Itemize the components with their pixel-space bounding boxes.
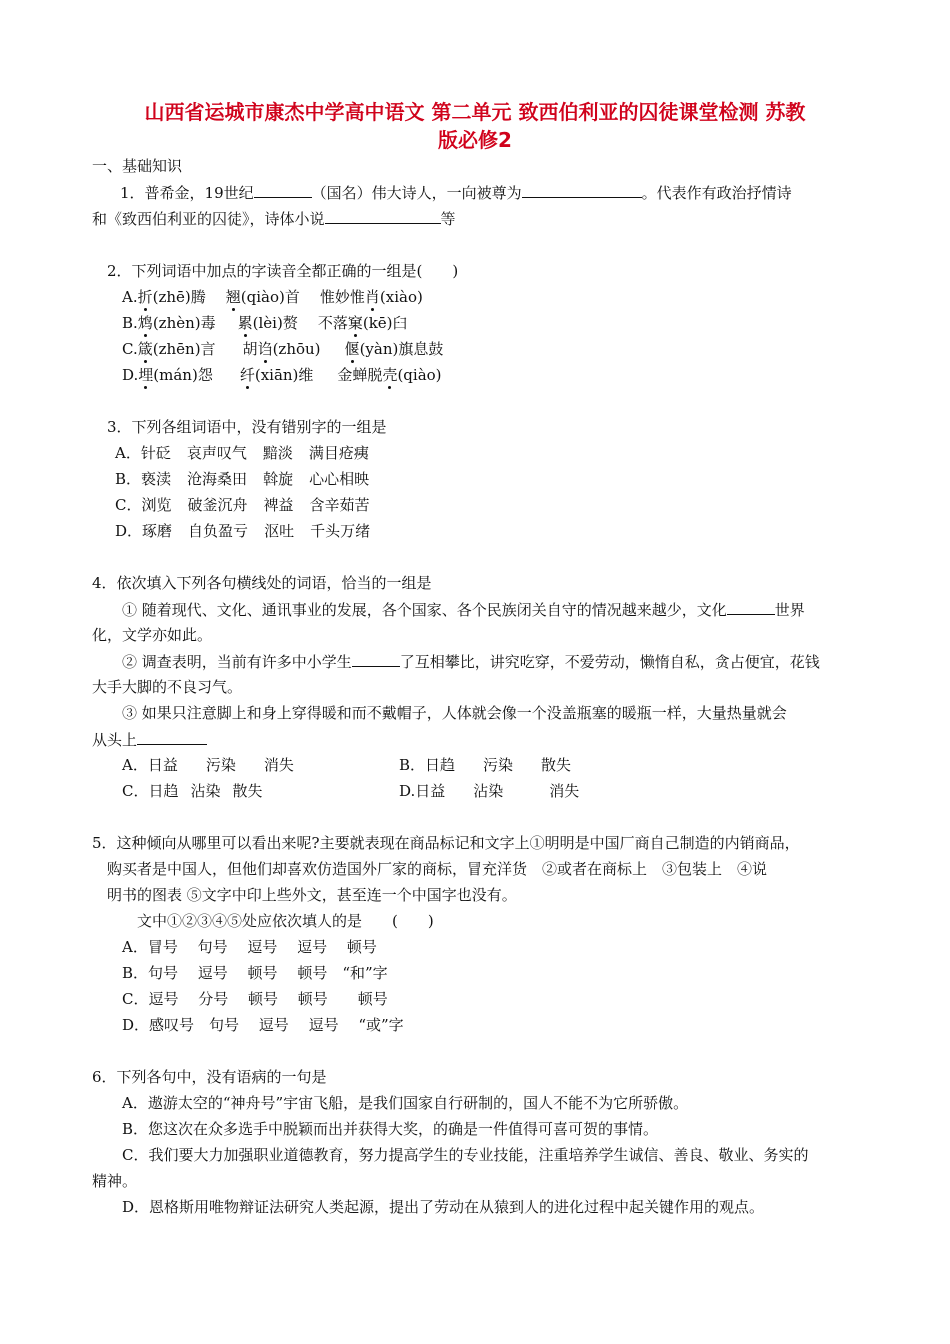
q5-option-c: C．逗号 分号 顿号 顿号 顿号 [122, 990, 388, 1008]
q3-option-b: B．亵渎 沧海桑田 斡旋 心心相映 [115, 470, 370, 488]
q6-option-c: C．我们要大力加强职业道德教育，努力提高学生的专业技能，注重培养学生诚信、善良、敬业、务实的 [122, 1146, 809, 1164]
q5-option-d: D．感叹号 句号 逗号 逗号 “或”字 [122, 1016, 404, 1034]
section-heading: 一、基础知识 [92, 157, 183, 175]
q4-stem: 4．依次填入下列各句横线处的词语，恰当的一组是 [92, 574, 432, 592]
q6-option-d: D．恩格斯用唯物辩证法研究人类起源，提出了劳动在从猿到人的进化过程中起关键作用的观点。 [122, 1198, 765, 1216]
answer-blank [727, 599, 775, 615]
answer-blank [137, 729, 207, 745]
title-line-1: 山西省运城市康杰中学高中语文 第二单元 致西伯利亚的囚徒课堂检测 苏教 [144, 100, 806, 124]
q5-line-2: 购买者是中国人，但他们却喜欢仿造国外厂家的商标，冒充洋货 ②或者在商标上 ③包装上 ④说 [107, 860, 768, 878]
q3-option-c: C．浏览 破釜沉舟 裨益 含辛茹苦 [115, 496, 370, 514]
q3-option-a: A．针砭 哀声叹气 黯淡 满目疮痍 [115, 444, 369, 462]
q4-sentence-3: ③ 如果只注意脚上和身上穿得暖和而不戴帽子，人体就会像一个没盖瓶塞的暖瓶一样，大量热量就会 [122, 704, 787, 722]
answer-blank [522, 182, 642, 198]
q4-option-a: A．日益 污染 消失 [122, 756, 294, 774]
q2-stem: 2．下列词语中加点的字读音全都正确的一组是( ) [107, 262, 459, 280]
q4-sentence-1-cont: 化，文学亦如此。 [92, 626, 213, 644]
document-title [60, 98, 890, 154]
q4-option-d: D.日益 沾染 消失 [399, 782, 580, 800]
q3-stem: 3．下列各组词语中，没有错别字的一组是 [107, 418, 387, 436]
q3-option-d: D．琢磨 自负盈亏 沤吐 千头万绪 [115, 522, 371, 540]
q4-sentence-1: ① 随着现代、文化、通讯事业的发展，各个国家、各个民族闭关自守的情况越来越少，文化 世界 [122, 601, 805, 619]
q2-option-d: D.埋(mán)怨 纤(xiān)维 金蝉脱壳(qiào) [122, 366, 442, 384]
answer-blank [352, 651, 400, 667]
q6-option-b: B．您这次在众多选手中脱颖而出并获得大奖，的确是一件值得可喜可贺的事情。 [122, 1120, 659, 1138]
q5-line-4: 文中①②③④⑤处应依次填人的是 ( ) [137, 912, 434, 930]
q6-option-a: A．遨游太空的“神舟号”宇宙飞船，是我们国家自行研制的，国人不能不为它所骄傲。 [122, 1094, 689, 1112]
q6-option-c-cont: 精神。 [92, 1172, 138, 1190]
q1-line-2: 和《致西伯利亚的囚徒》，诗体小说 等 [92, 210, 456, 228]
q2-option-c: C.箴(zhēn)言 胡诌(zhōu) 偃(yàn)旗息鼓 [122, 340, 444, 358]
q5-line-1: 5．这种倾向从哪里可以看出来呢?主要就表现在商品标记和文字上①明明是中国厂商自己制造的内销商品， [92, 834, 800, 852]
q1-line-1: 1．普希金，19世纪 （国名）伟大诗人，一向被尊为 。代表作有政治抒情诗 [120, 184, 792, 202]
q5-option-a: A．冒号 句号 逗号 逗号 顿号 [122, 938, 377, 956]
title-line-2: 版必修2 [438, 128, 512, 152]
q6-stem: 6．下列各句中，没有语病的一句是 [92, 1068, 327, 1086]
q4-sentence-2-cont: 大手大脚的不良习气。 [92, 678, 243, 696]
q4-sentence-3-cont: 从头上 [92, 729, 207, 750]
q2-option-a: A.折(zhē)腾 翘(qiào)首 惟妙惟肖(xiào) [122, 288, 423, 306]
q5-option-b: B．句号 逗号 顿号 顿号 “和”字 [122, 964, 388, 982]
q4-option-c: C．日趋 沾染 散失 [122, 782, 263, 800]
q2-option-b: B.鸩(zhèn)毒 累(lèi)赘 不落窠(kē)臼 [122, 314, 408, 332]
answer-blank [254, 182, 312, 198]
q4-sentence-2: ② 调查表明，当前有许多中小学生 了互相攀比，讲究吃穿，不爱劳动，懒惰自私，贪占便宜，花钱 [122, 653, 820, 671]
answer-blank [325, 208, 441, 224]
q5-line-3: 明书的图表 ⑤文字中印上些外文，甚至连一个中国字也没有。 [107, 886, 517, 904]
q4-option-b: B．日趋 污染 散失 [399, 756, 572, 774]
